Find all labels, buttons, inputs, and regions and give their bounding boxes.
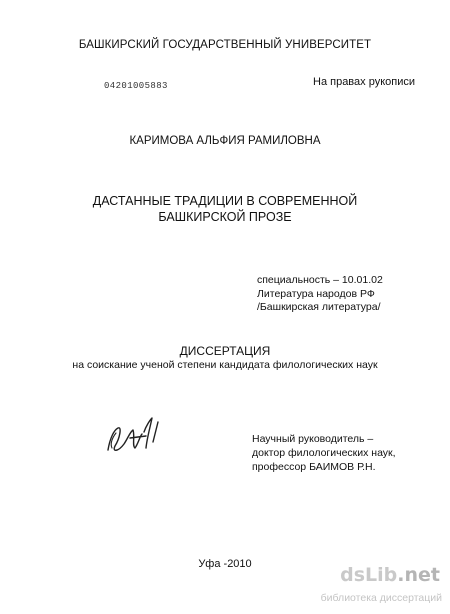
advisor-name-line: [252, 460, 396, 474]
author-name: КАРИМОВА АЛЬФИЯ РАМИЛОВНА: [129, 135, 321, 147]
watermark-logo-main: dsLib: [340, 564, 398, 586]
watermark-logo: [340, 564, 440, 586]
advisor-name: БАИМОВ Р.Н.: [309, 461, 376, 474]
author-signature: [100, 408, 170, 463]
advisor-degree: доктор филологических наук,: [252, 447, 396, 460]
manuscript-rights-label: На правах рукописи: [313, 76, 415, 88]
advisor-title: профессор: [252, 461, 310, 474]
specialty-field: Литература народов РФ: [257, 287, 375, 300]
city-year: Уфа -2010: [198, 558, 252, 570]
dissertation-heading: ДИССЕРТАЦИЯ: [179, 344, 271, 358]
specialty-code: специальность – 10.01.02: [257, 274, 383, 286]
dissertation-title: ДАСТАННЫЕ ТРАДИЦИИ В СОВРЕМЕННОЙ БАШКИРСКОЙ ПРОЗЕ: [92, 194, 358, 224]
specialty-subfield: /Башкирская литература/: [257, 301, 381, 314]
specialty-block: [257, 274, 383, 315]
dslib-watermark[interactable]: [318, 564, 446, 610]
watermark-logo-domain: .net: [397, 564, 440, 586]
advisor-block: [252, 432, 396, 475]
watermark-subtitle: библиотека диссертаций: [320, 592, 442, 604]
university-name: БАШКИРСКИЙ ГОСУДАРСТВЕННЫЙ УНИВЕРСИТЕТ: [78, 39, 372, 51]
advisor-role: Научный руководитель –: [252, 433, 374, 445]
document-code: 04201005883: [104, 81, 168, 91]
dissertation-subtitle: на соискание ученой степени кандидата филологических наук: [72, 359, 378, 371]
